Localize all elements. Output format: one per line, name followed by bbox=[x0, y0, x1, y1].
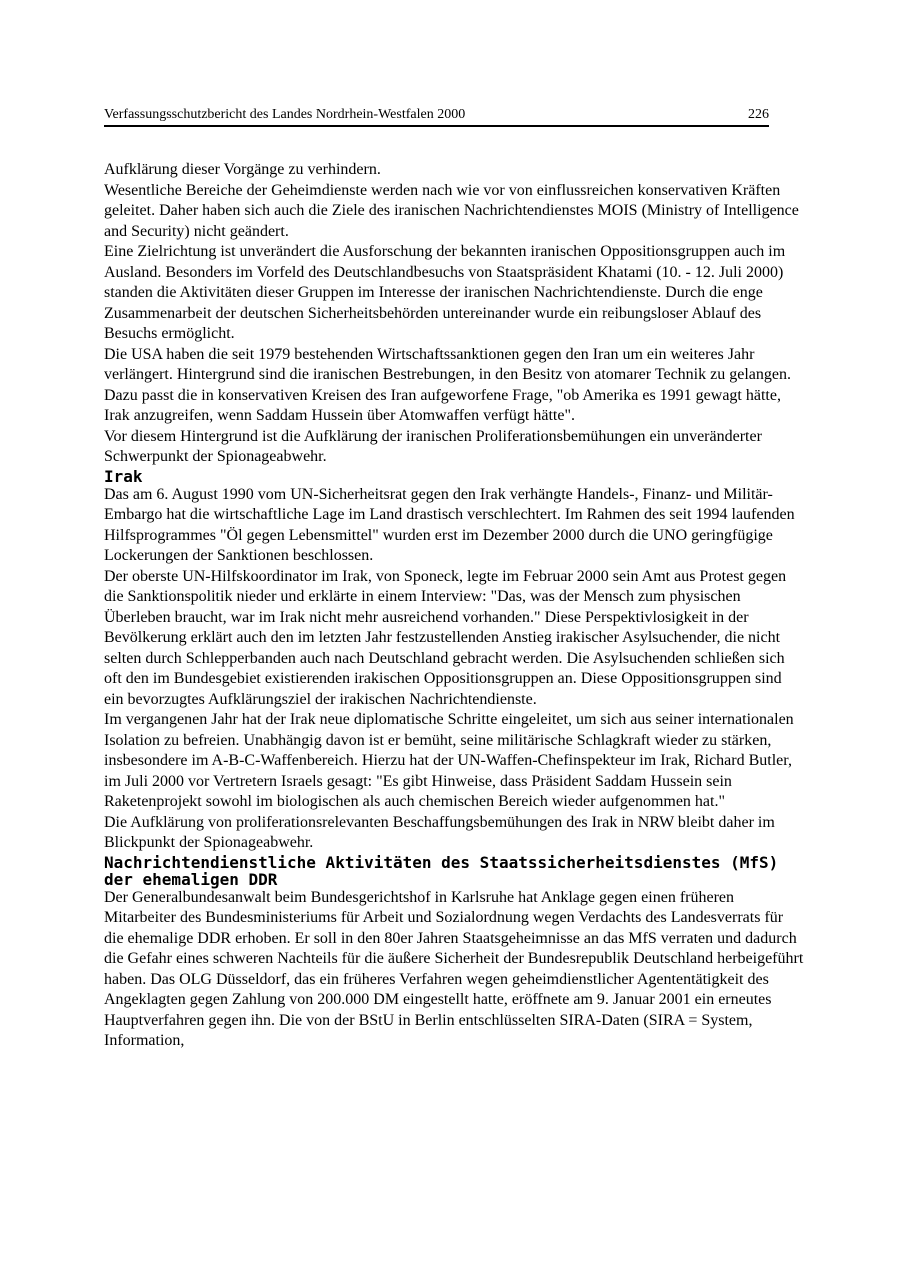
paragraph: Die Aufklärung von proliferationsrelevanten Beschaffungsbemühungen des Irak in NRW bleibt daher im Blickpunkt der Spionageabwehr. bbox=[104, 813, 775, 851]
page-number: 226 bbox=[748, 107, 769, 122]
paragraph: Aufklärung dieser Vorgänge zu verhindern. bbox=[104, 161, 381, 178]
paragraph: Die USA haben die seit 1979 bestehenden Wirtschaftssanktionen gegen den Iran um ein weiteres Jahr verlängert. Hintergrund sind die iranischen Bestrebungen, in den Besitz von atomarer Technik zu gelangen. Dazu passt die in konservativen Kreisen des Iran aufgeworfene Frage, "ob Amerika es 1991 gewagt hätte, Irak anzugreifen, wenn Saddam Hussein über Atomwaffen verfügt hätte". bbox=[104, 345, 791, 424]
paragraph: Der oberste UN-Hilfskoordinator im Irak, von Sponeck, legte im Februar 2000 sein Amt aus Protest gegen die Sanktionspolitik nieder und erklärte in einem Interview: "Das, was der Mensch zum physischen Überleben braucht, war im Irak nicht mehr ausreichend vorhanden." Diese Perspektivlosigkeit in der Bevölkerung erklärt auch den im letzten Jahr festzustellenden Anstieg irakischer Asylsuchender, die nicht selten durch Schlepperbanden auch nach Deutschland gebracht werden. Die Asylsuchenden schließen sich oft den im Bundesgebiet existierenden irakischen Oppositionsgruppen an. Diese Oppositionsgruppen sind ein bevorzugtes Aufklärungsziel der irakischen Nachrichtendienste. bbox=[104, 567, 787, 708]
paragraph: Eine Zielrichtung ist unverändert die Ausforschung der bekannten iranischen Oppositionsgruppen auch im Ausland. Besonders im Vorfeld des Deutschlandbesuchs von Staatspräsident Khatami (10. - 12. Juli 2000) standen die Aktivitäten dieser Gruppen im Interesse der iranischen Nachrichtendienste. Durch die enge Zusammenarbeit der deutschen Sicherheitsbehörden untereinander wurde ein reibungsloser Ablauf des Besuchs ermöglicht. bbox=[104, 243, 786, 342]
paragraph: Vor diesem Hintergrund ist die Aufklärung der iranischen Proliferationsbemühungen ein unveränderter Schwerpunkt der Spionageabwehr. bbox=[104, 427, 762, 465]
paragraph: Das am 6. August 1990 vom UN-Sicherheitsrat gegen den Irak verhängte Handels-, Finanz- und Militär-Embargo hat die wirtschaftliche Lage im Land drastisch verschlechtert. Im Rahmen des seit 1994 laufenden Hilfsprogrammes "Öl gegen Lebensmittel" wurden erst im Dezember 2000 durch die UNO geringfügige Lockerungen der Sanktionen beschlossen. bbox=[104, 485, 795, 564]
section-heading-mfs: Nachrichtendienstliche Aktivitäten des Staatssicherheitsdienstes (MfS) der ehemaligen DDR bbox=[104, 852, 779, 889]
document-body bbox=[104, 160, 804, 1052]
header-title: Verfassungsschutzbericht des Landes Nordrhein-Westfalen 2000 bbox=[104, 107, 466, 122]
paragraph: Wesentliche Bereiche der Geheimdienste werden nach wie vor von einflussreichen konservativen Kräften geleitet. Daher haben sich auch die Ziele des iranischen Nachrichtendienstes MOIS (Ministry of Intelligence and Security) nicht geändert. bbox=[104, 181, 799, 240]
section-heading-irak: Irak bbox=[104, 466, 143, 486]
page-header bbox=[104, 107, 769, 127]
paragraph: Der Generalbundesanwalt beim Bundesgerichtshof in Karlsruhe hat Anklage gegen einen früheren Mitarbeiter des Bundesministeriums für Arbeit und Sozialordnung wegen Verdachts des Landesverrats für die ehemalige DDR erhoben. Er soll in den 80er Jahren Staatsgeheimnisse an das MfS verraten und dadurch die Gefahr eines schweren Nachteils für die äußere Sicherheit der Bundesrepublik Deutschland herbeigeführt haben. Das OLG Düsseldorf, das ein früheres Verfahren wegen geheimdienstlicher Agententätigkeit des Angeklagten gegen Zahlung von 200.000 DM eingestellt hatte, eröffnete am 9. Januar 2001 ein erneutes Hauptverfahren gegen ihn. Die von der BStU in Berlin entschlüsselten SIRA-Daten (SIRA = System, Information, bbox=[104, 888, 804, 1049]
paragraph: Im vergangenen Jahr hat der Irak neue diplomatische Schritte eingeleitet, um sich aus seiner internationalen Isolation zu befreien. Unabhängig davon ist er bemüht, seine militärische Schlagkraft wieder zu stärken, insbesondere im A-B-C-Waffenbereich. Hierzu hat der UN-Waffen-Chefinspekteur im Irak, Richard Butler, im Juli 2000 vor Vertretern Israels gesagt: "Es gibt Hinweise, dass Präsident Saddam Hussein sein Raketenprojekt sowohl im biologischen als auch chemischen Bereich wieder aufgenommen hat." bbox=[104, 711, 794, 810]
